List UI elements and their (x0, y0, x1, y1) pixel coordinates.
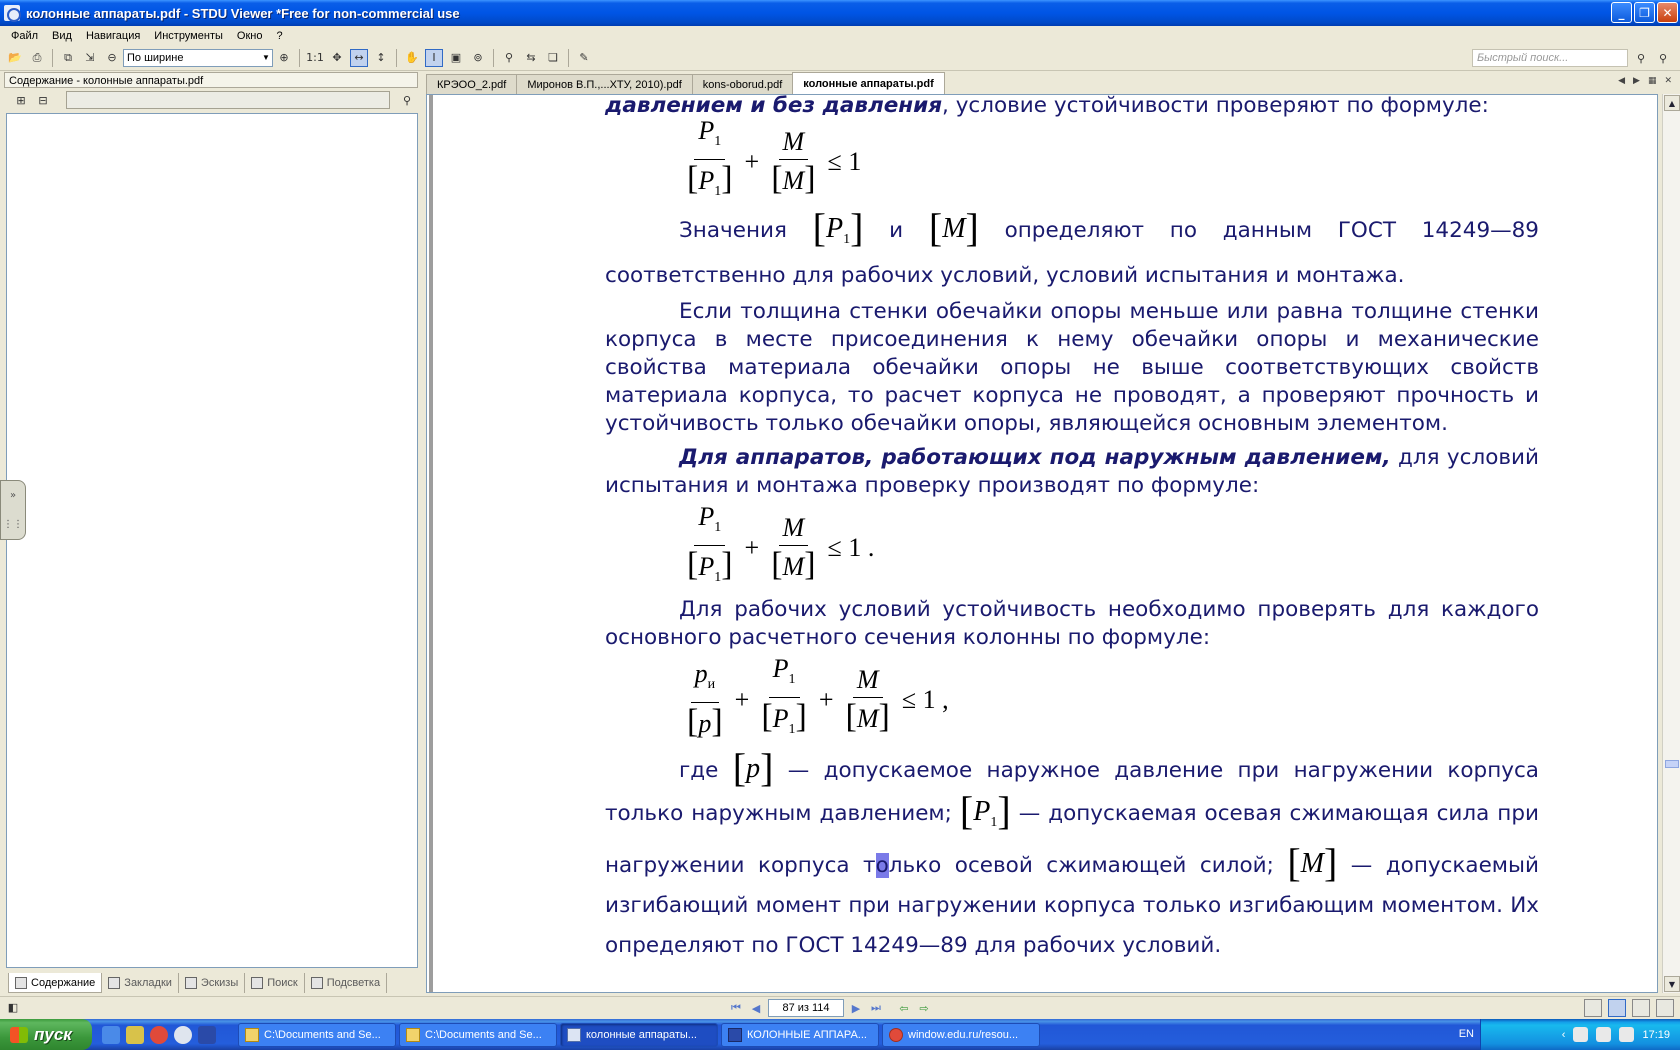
folder-icon (406, 1028, 420, 1042)
var-p: p (746, 753, 761, 784)
start-label: пуск (34, 1024, 72, 1044)
menu-navigation[interactable]: Навигация (85, 29, 141, 42)
media-icon[interactable] (174, 1026, 192, 1044)
tab-prev-icon[interactable]: ◀ (1618, 76, 1626, 86)
task-label: window.edu.ru/resou... (908, 1028, 1019, 1041)
page-copy-icon[interactable]: ❏ (548, 51, 558, 64)
doc-tab[interactable]: kons-oborud.pdf (692, 74, 794, 94)
inline-formula: [M] (928, 205, 979, 250)
contents-icon (15, 977, 27, 989)
scroll-up-icon[interactable]: ▲ (1664, 95, 1680, 111)
operator: ≤ 1 , (901, 685, 949, 714)
var-p: P (698, 115, 715, 145)
open-folder-icon[interactable]: 📂 (8, 51, 22, 64)
scroll-down-icon[interactable]: ▼ (1664, 976, 1680, 992)
var-p: p (694, 659, 708, 688)
taskbar-task[interactable] (238, 1023, 396, 1047)
var-m: M (856, 703, 879, 733)
subscript: 1 (714, 133, 722, 149)
snapshot-icon[interactable]: ▣ (450, 51, 462, 64)
left-panel (4, 72, 418, 996)
var-p: P (772, 653, 789, 683)
text: — допускаемый изгибающий момент при нагружении корпуса только изгибающим моментом. Их определяют по ГОСТ 14249—89 для рабочих условий. (605, 853, 1539, 958)
subscript: 1 (843, 232, 851, 247)
tab-close-icon[interactable]: ✕ (1664, 76, 1672, 86)
fraction: $\frac{M}{[M]}$ (771, 126, 816, 197)
document-view[interactable] (426, 94, 1658, 993)
word-icon (728, 1028, 742, 1042)
panel-tools (4, 88, 418, 112)
view-modes (1584, 999, 1674, 1017)
var-p: P (973, 796, 991, 827)
zoom-value: По ширине (127, 51, 184, 64)
zoom-in-icon[interactable]: ⊕ (279, 51, 289, 64)
paragraph: Для рабочих условий устойчивость необходимо проверять для каждого основного расчетного сечения колонны по формуле: (605, 597, 1539, 650)
taskbar (0, 1019, 1680, 1050)
var-m: M (782, 551, 805, 581)
highlight-list-icon (311, 977, 323, 989)
operator: + (734, 685, 750, 714)
fraction: $\frac{p_и}{[p]}$ (687, 659, 723, 740)
formula-2 (679, 500, 1539, 596)
tab-next-icon[interactable]: ▶ (1633, 76, 1640, 86)
subscript: и (707, 677, 716, 692)
restore-button[interactable]: ❐ (1634, 2, 1655, 23)
tab-navigation (1618, 76, 1672, 86)
antivirus-icon[interactable] (1596, 1027, 1611, 1042)
single-page-icon[interactable] (1584, 999, 1602, 1017)
panel-tabs (8, 973, 387, 993)
menu-window[interactable]: Окно (236, 29, 263, 42)
fit-width-icon[interactable]: ↔ (350, 49, 368, 67)
taskbar-task[interactable] (882, 1023, 1040, 1047)
fraction: $\frac{P_1}{[P_1]}$ (687, 115, 733, 199)
text: Значения (679, 218, 787, 243)
text: лько осевой сжимающей силой; (888, 853, 1274, 878)
menu-bar (0, 26, 1680, 45)
menu-help[interactable]: ? (276, 29, 283, 42)
text-select-icon[interactable]: I (425, 49, 443, 67)
var-p: P (698, 165, 715, 195)
task-label: КОЛОННЫЕ АППАРА... (747, 1028, 867, 1041)
page-navigation (728, 999, 932, 1017)
inline-formula: [M] (1287, 840, 1338, 885)
doc-tab[interactable]: Миронов В.П.,...ХТУ, 2010).pdf (516, 74, 692, 94)
folder-icon (245, 1028, 259, 1042)
paragraph (605, 745, 1539, 966)
menu-view[interactable]: Вид (52, 29, 72, 42)
var-m: M (779, 127, 809, 160)
start-button[interactable] (0, 1019, 92, 1050)
panel-header: Содержание - колонные аппараты.pdf (4, 72, 418, 88)
var-m: M (853, 665, 883, 698)
page-border (429, 95, 433, 992)
doc-tab[interactable]: КРЭОО_2.pdf (426, 74, 517, 94)
language-indicator[interactable]: EN (1458, 1028, 1474, 1040)
bold-italic-text: давлением и без давления (605, 94, 943, 118)
var-p: P (825, 213, 844, 244)
fraction: $\frac{P_1}{[P_1]}$ (761, 653, 807, 737)
continuous-page-icon[interactable] (1608, 999, 1626, 1017)
system-tray (1480, 1019, 1680, 1050)
toolbar-separator (299, 49, 300, 67)
search-icon[interactable]: ⚲ (1636, 51, 1646, 65)
var-m: M (779, 513, 809, 546)
task-label: C:\Documents and Se... (425, 1028, 542, 1041)
first-page-icon[interactable]: ⏮ (731, 1001, 741, 1014)
back-icon[interactable]: ⇦ (899, 1001, 909, 1015)
copy-page-icon[interactable]: ⧉ (64, 50, 72, 64)
formula-1 (679, 115, 1539, 204)
inline-formula: [p] (732, 745, 774, 790)
text-selection[interactable]: о (875, 853, 889, 878)
text: определяют по данным ГОСТ 14249—89 соответственно для рабочих условий, условий испытания и монтажа. (605, 218, 1539, 288)
chrome-icon (889, 1028, 903, 1042)
panel-toggle-icon[interactable]: ◧ (7, 1001, 19, 1014)
app-icon (4, 5, 20, 21)
tab-list-icon[interactable]: ▦ (1647, 76, 1657, 86)
search-options-icon[interactable]: ⚲ (1658, 51, 1668, 65)
windows-logo-icon (10, 1027, 28, 1043)
thumbnails-icon (185, 977, 197, 989)
tab-label: Поиск (267, 977, 298, 989)
var-m: M (782, 165, 805, 195)
subscript: 1 (990, 815, 998, 830)
fraction: $\frac{M}{[M]}$ (771, 512, 816, 583)
operator: + (744, 147, 760, 176)
paragraph: Если толщина стенки обечайки опоры меньше или равна толщине стенки корпуса в месте присоединения к нему обечайки опоры и механические свойства материала обечайки опоры не выше соответствующих свойств материала корпуса, то расчет корпуса не проводят, а проверяют прочность и устойчивость только обечайки опоры, являющейся основным элементом. (605, 299, 1539, 436)
expand-tree-icon[interactable]: ⊞ (16, 93, 26, 107)
paragraph (605, 444, 1539, 500)
print-icon[interactable]: ⎙ (32, 50, 42, 64)
zoom-select[interactable] (123, 49, 273, 67)
stdu-icon (567, 1028, 581, 1042)
subscript: 1 (714, 519, 722, 535)
bookmark-icon (108, 977, 120, 989)
paragraph (605, 94, 1539, 120)
tab-label: Закладки (124, 977, 172, 989)
next-page-icon[interactable]: ▶ (851, 1001, 861, 1015)
status-bar (0, 996, 1680, 1018)
text: — допускаемое наружное давление при нагружении корпуса только наружным давлением; (605, 758, 1539, 826)
task-label: колонные аппараты... (586, 1028, 697, 1041)
text: — допускаемая осевая сжимающая сила при нагружении корпуса т (605, 801, 1539, 878)
minimize-button[interactable]: _ (1611, 2, 1632, 23)
fraction: $\frac{M}{[M]}$ (845, 664, 890, 735)
task-label: C:\Documents and Se... (264, 1028, 381, 1041)
var-p: P (698, 501, 715, 531)
binoculars-icon (251, 977, 263, 989)
operator: ≤ 1 . (827, 533, 875, 562)
subscript: 1 (788, 721, 796, 737)
last-page-icon[interactable]: ⏭ (871, 1001, 881, 1014)
tab-label: Содержание (31, 976, 96, 989)
title-bar (0, 0, 1680, 26)
text: , условие устойчивости проверяют по формуле: (942, 94, 1489, 118)
var-m: M (1300, 848, 1324, 879)
toolbar-separator (396, 49, 397, 67)
tab-label: Подсветка (326, 977, 381, 989)
contents-search-input[interactable] (66, 91, 390, 109)
text: для условий испытания и монтажа проверку производят по формуле: (605, 445, 1539, 498)
taskbar-task[interactable] (721, 1023, 879, 1047)
tab-highlights[interactable] (305, 973, 387, 993)
paragraph (605, 205, 1539, 294)
zoom-out-icon[interactable]: ⊖ (107, 51, 117, 64)
formula-3 (679, 652, 1539, 748)
window-controls (1611, 2, 1678, 23)
collapse-tree-icon[interactable]: ⊟ (38, 93, 48, 107)
panel-splitter-handle[interactable] (0, 480, 26, 540)
zoom-tool-icon[interactable]: ⊚ (473, 51, 483, 64)
inline-formula: $[P_1]$ (959, 788, 1011, 833)
fit-height-icon[interactable]: ↕ (376, 51, 386, 64)
tab-label: Эскизы (200, 977, 239, 989)
vertical-scrollbar[interactable] (1662, 94, 1680, 993)
operator: ≤ 1 (827, 147, 862, 176)
fit-page-icon[interactable]: ✥ (332, 51, 342, 64)
scroll-thumb[interactable] (1665, 760, 1679, 768)
tab-search[interactable] (245, 973, 304, 993)
binoculars-icon[interactable]: ⚲ (402, 93, 412, 107)
network-icon[interactable] (1573, 1027, 1588, 1042)
tab-bookmarks[interactable] (102, 973, 179, 993)
toolbar-separator (52, 49, 53, 67)
var-p: P (698, 551, 715, 581)
text: где (679, 758, 719, 783)
toolbar-separator (568, 49, 569, 67)
quick-launch (102, 1026, 216, 1044)
actual-size-button[interactable]: 1:1 (306, 51, 324, 64)
operator: + (818, 685, 834, 714)
inline-formula: $[P_1]$ (812, 205, 864, 250)
toolbar-separator (493, 49, 494, 67)
text: и (889, 218, 904, 243)
tab-thumbnails[interactable] (179, 973, 245, 993)
find-icon[interactable]: ⚲ (504, 51, 514, 64)
contents-tree[interactable] (6, 113, 418, 968)
chevron-down-icon: ▼ (262, 53, 270, 62)
ie-icon[interactable] (102, 1026, 120, 1044)
toolbar (0, 45, 1680, 71)
var-p: P (772, 703, 789, 733)
volume-icon[interactable] (1619, 1027, 1634, 1042)
prev-page-icon[interactable]: ◀ (751, 1001, 761, 1015)
tab-contents[interactable] (8, 973, 102, 993)
sync-icon[interactable]: ⇆ (526, 51, 536, 64)
explorer-icon[interactable] (126, 1026, 144, 1044)
word-icon[interactable] (198, 1026, 216, 1044)
two-page-icon[interactable] (1632, 999, 1650, 1017)
menu-tools[interactable]: Инструменты (154, 29, 223, 42)
tray-expand-icon[interactable]: ‹ (1561, 1028, 1566, 1041)
window-title: колонные аппараты.pdf - STDU Viewer *Free for non-commercial use (26, 5, 460, 21)
subscript: 1 (714, 183, 722, 199)
highlight-icon[interactable]: ✎ (579, 51, 589, 64)
export-icon[interactable]: ⇲ (85, 51, 95, 64)
var-m: M (942, 213, 966, 244)
var-p: p (698, 709, 712, 738)
subscript: 1 (714, 569, 722, 585)
menu-file[interactable]: Файл (11, 29, 39, 42)
chrome-icon[interactable] (150, 1026, 168, 1044)
close-button[interactable]: ✕ (1657, 2, 1678, 23)
fraction: $\frac{P_1}{[P_1]}$ (687, 501, 733, 585)
taskbar-task-active[interactable] (560, 1023, 718, 1047)
forward-icon[interactable]: ⇨ (919, 1001, 929, 1015)
subscript: 1 (788, 671, 796, 687)
quick-search-input[interactable]: Быстрый поиск... (1472, 49, 1628, 67)
operator: + (744, 533, 760, 562)
clock[interactable]: 17:19 (1642, 1028, 1670, 1041)
taskbar-task[interactable] (399, 1023, 557, 1047)
hand-tool-icon[interactable]: ✋ (405, 51, 419, 64)
chevron-right-icon: » (9, 490, 17, 501)
bold-italic-text: Для аппаратов, работающих под наружным давлением, (679, 445, 1391, 470)
taskbar-tasks (238, 1023, 1040, 1047)
grip-icon: ⋮⋮ (3, 519, 23, 530)
grid-pages-icon[interactable] (1656, 999, 1674, 1017)
page-number-input[interactable]: 87 из 114 (768, 999, 844, 1017)
document-tabs (426, 74, 944, 94)
pdf-page (605, 95, 1539, 993)
doc-tab-active[interactable]: колонные аппараты.pdf (792, 72, 945, 94)
